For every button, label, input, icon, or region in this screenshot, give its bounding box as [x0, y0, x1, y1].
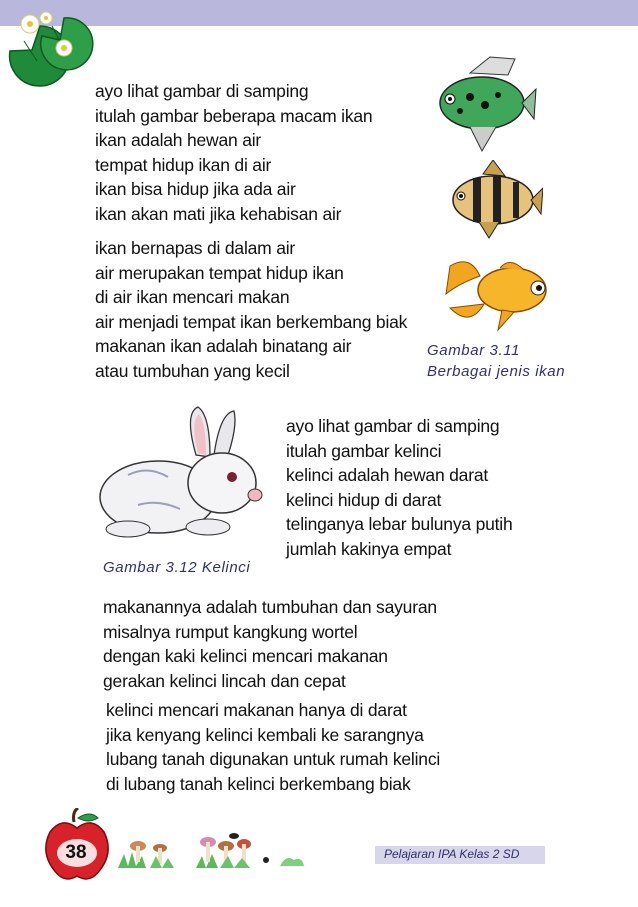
rabbit-paragraph-3 — [106, 698, 440, 796]
text-line: air menjadi tempat ikan berkembang biak — [95, 311, 408, 332]
text-line: dengan kaki kelinci mencari makanan — [103, 646, 388, 667]
rabbit-paragraph-1 — [286, 414, 513, 562]
fish-paragraph-1 — [95, 79, 372, 227]
text-line: lubang tanah digunakan untuk rumah kelinci — [106, 749, 441, 770]
text-line: makanan ikan adalah binatang air — [95, 336, 352, 357]
text-line: misalnya rumput kangkung wortel — [103, 621, 358, 642]
fish-caption-number: Gambar 3.11 — [427, 342, 521, 359]
text-line: tempat hidup ikan di air — [95, 154, 272, 175]
fish-paragraph-2 — [95, 236, 407, 384]
rabbit-icon — [98, 405, 268, 545]
text-line: telinganya lebar bulunya putih — [286, 514, 513, 535]
text-line: ikan adalah hewan air — [95, 130, 262, 151]
footer-book-title: Pelajaran IPA Kelas 2 SD — [384, 847, 520, 861]
text-line: makanannya adalah tumbuhan dan sayuran — [103, 597, 437, 617]
text-line: atau tumbuhan yang kecil — [95, 360, 290, 381]
text-line: kelinci adalah hewan darat — [286, 465, 489, 486]
text-line: kelinci hidup di darat — [286, 489, 442, 510]
rabbit-paragraph-2 — [103, 595, 437, 693]
text-line: gerakan kelinci lincah dan cepat — [103, 670, 346, 691]
fish-green-icon — [430, 55, 538, 155]
text-line: di lubang tanah kelinci berkembang biak — [106, 773, 411, 794]
mushroom-icon — [116, 830, 306, 870]
text-line: ayo lihat gambar di samping — [286, 416, 500, 436]
text-line: itulah gambar beberapa macam ikan — [95, 105, 373, 126]
page-number: 38 — [65, 842, 87, 863]
rabbit-caption: Gambar 3.12 Kelinci — [103, 559, 251, 576]
text-line: jika kenyang kelinci kembali ke sarangnya — [106, 724, 424, 745]
goldfish-icon — [440, 248, 558, 334]
text-line: ikan bisa hidup jika ada air — [95, 179, 296, 200]
text-line: ikan bernapas di dalam air — [95, 238, 296, 258]
text-line: ayo lihat gambar di samping — [95, 81, 309, 101]
lily-pad-icon — [2, 6, 96, 88]
text-line: kelinci mencari makanan hanya di darat — [106, 700, 407, 720]
text-line: air merupakan tempat hidup ikan — [95, 262, 344, 283]
fish-striped-icon — [443, 160, 543, 240]
text-line: jumlah kakinya empat — [286, 538, 452, 559]
text-line: ikan akan mati jika kehabisan air — [95, 203, 342, 224]
fish-caption-title: Berbagai jenis ikan — [427, 363, 566, 380]
text-line: itulah gambar kelinci — [286, 440, 442, 461]
text-line: di air ikan mencari makan — [95, 287, 290, 308]
